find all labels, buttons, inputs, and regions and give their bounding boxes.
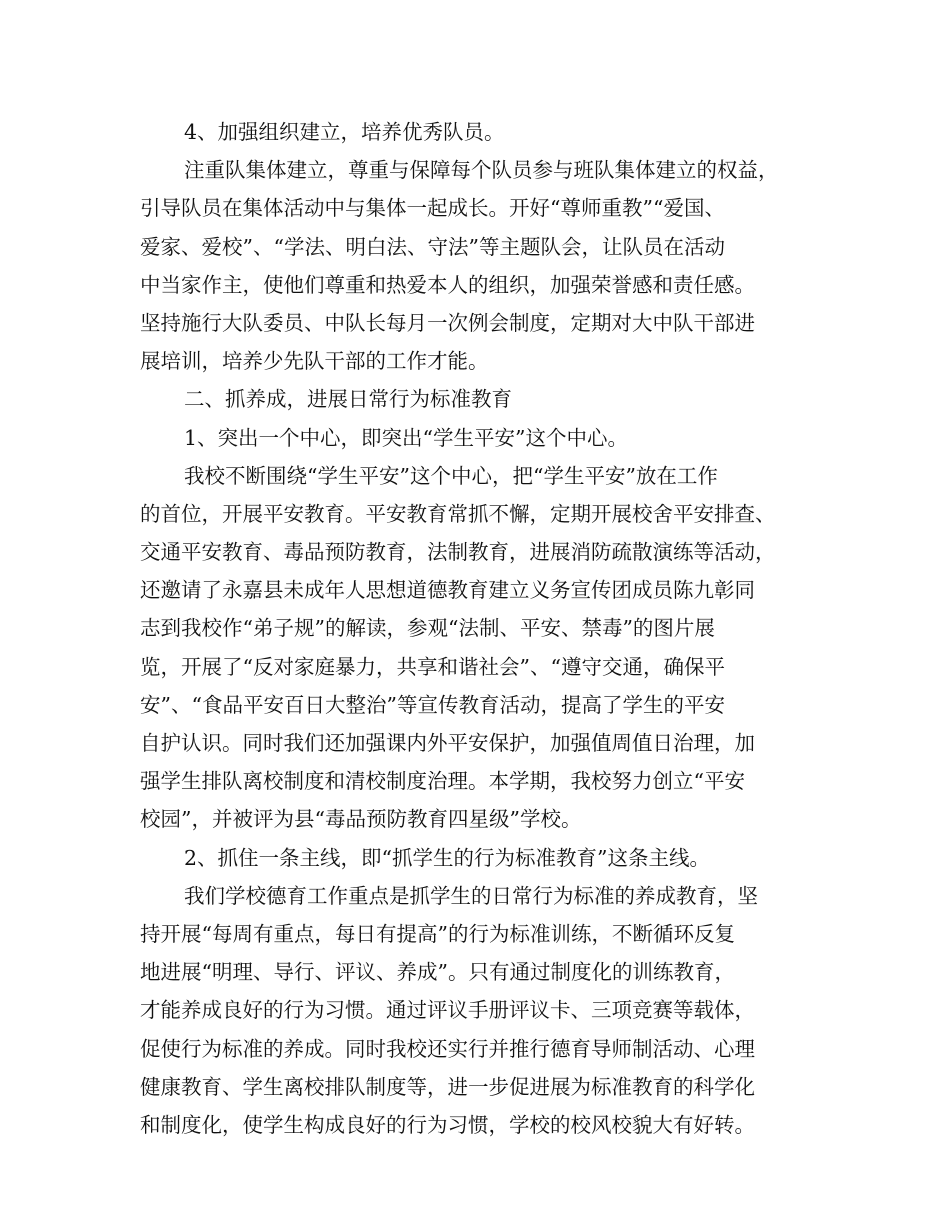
paragraph-line: 展培训，培养少先队干部的工作才能。	[140, 349, 489, 374]
heading-line: 4、加强组织建立，培养优秀队员。	[184, 120, 505, 144]
paragraph-line: 中当家作主，使他们尊重和热爱本人的组织，加强荣誉感和责任感。	[140, 272, 755, 297]
paragraph-line: 安”、“食品平安百日大整治”等宣传教育活动，提高了学生的平安	[140, 692, 725, 717]
paragraph-line: 我们学校德育工作重点是抓学生的日常行为标准的养成教育，坚	[184, 883, 758, 908]
paragraph-line: 持开展“每周有重点，每日有提高”的行为标准训练，不断循环反复	[140, 921, 735, 946]
paragraph-line: 地进展“明理、导行、评议、养成”。只有通过制度化的训练教育，	[140, 960, 735, 985]
paragraph-line: 健康教育、学生离校排队制度等，进一步促进展为标准教育的科学化	[140, 1074, 755, 1099]
paragraph-line: 引导队员在集体活动中与集体一起成长。开好“尊师重教”“爱国、	[140, 196, 725, 221]
paragraph-line: 还邀请了永嘉县未成年人思想道德教育建立义务宣传团成员陈九彰同	[140, 578, 755, 603]
paragraph-line: 坚持施行大队委员、中队长每月一次例会制度，定期对大中队干部进	[140, 310, 755, 335]
paragraph-line: 交通平安教育、毒品预防教育，法制教育，进展消防疏散演练等活动，	[140, 540, 776, 565]
paragraph-line: 爱家、爱校”、“学法、明白法、守法”等主题队会，让队员在活动	[140, 234, 725, 259]
paragraph-line: 览，开展了“反对家庭暴力，共享和谐社会”、“遵守交通，确保平	[140, 654, 725, 679]
heading-line: 2、抓住一条主线，即“抓学生的行为标准教育”这条主线。	[184, 845, 711, 870]
paragraph-line: 我校不断围绕“学生平安”这个中心，把“学生平安”放在工作	[184, 463, 718, 488]
paragraph-line: 志到我校作“弟子规”的解读，参观“法制、平安、禁毒”的图片展	[140, 616, 715, 641]
document-body	[140, 113, 820, 1144]
paragraph-line: 校园”，并被评为县“毒品预防教育四星级”学校。	[140, 807, 582, 832]
paragraph-line: 才能养成良好的行为习惯。通过评议手册评议卡、三项竞赛等载体，	[140, 998, 755, 1023]
paragraph-line: 自护认识。同时我们还加强课内外平安保护，加强值周值日治理，加	[140, 731, 755, 755]
section-heading: 二、抓养成，进展日常行为标准教育	[184, 387, 512, 412]
heading-line: 1、突出一个中心，即突出“学生平安”这个中心。	[184, 425, 629, 450]
paragraph-line: 促使行为标准的养成。同时我校还实行并推行德育导师制活动、心理	[140, 1036, 755, 1061]
paragraph-line: 和制度化，使学生构成良好的行为习惯，学校的校风校貌大有好转。	[140, 1112, 755, 1137]
paragraph-line: 注重队集体建立，尊重与保障每个队员参与班队集体建立的权益，	[184, 158, 779, 183]
paragraph-line: 的首位，开展平安教育。平安教育常抓不懈，定期开展校舍平安排查、	[140, 501, 776, 526]
paragraph-line: 强学生排队离校制度和清校制度治理。本学期，我校努力创立“平安	[140, 769, 745, 794]
